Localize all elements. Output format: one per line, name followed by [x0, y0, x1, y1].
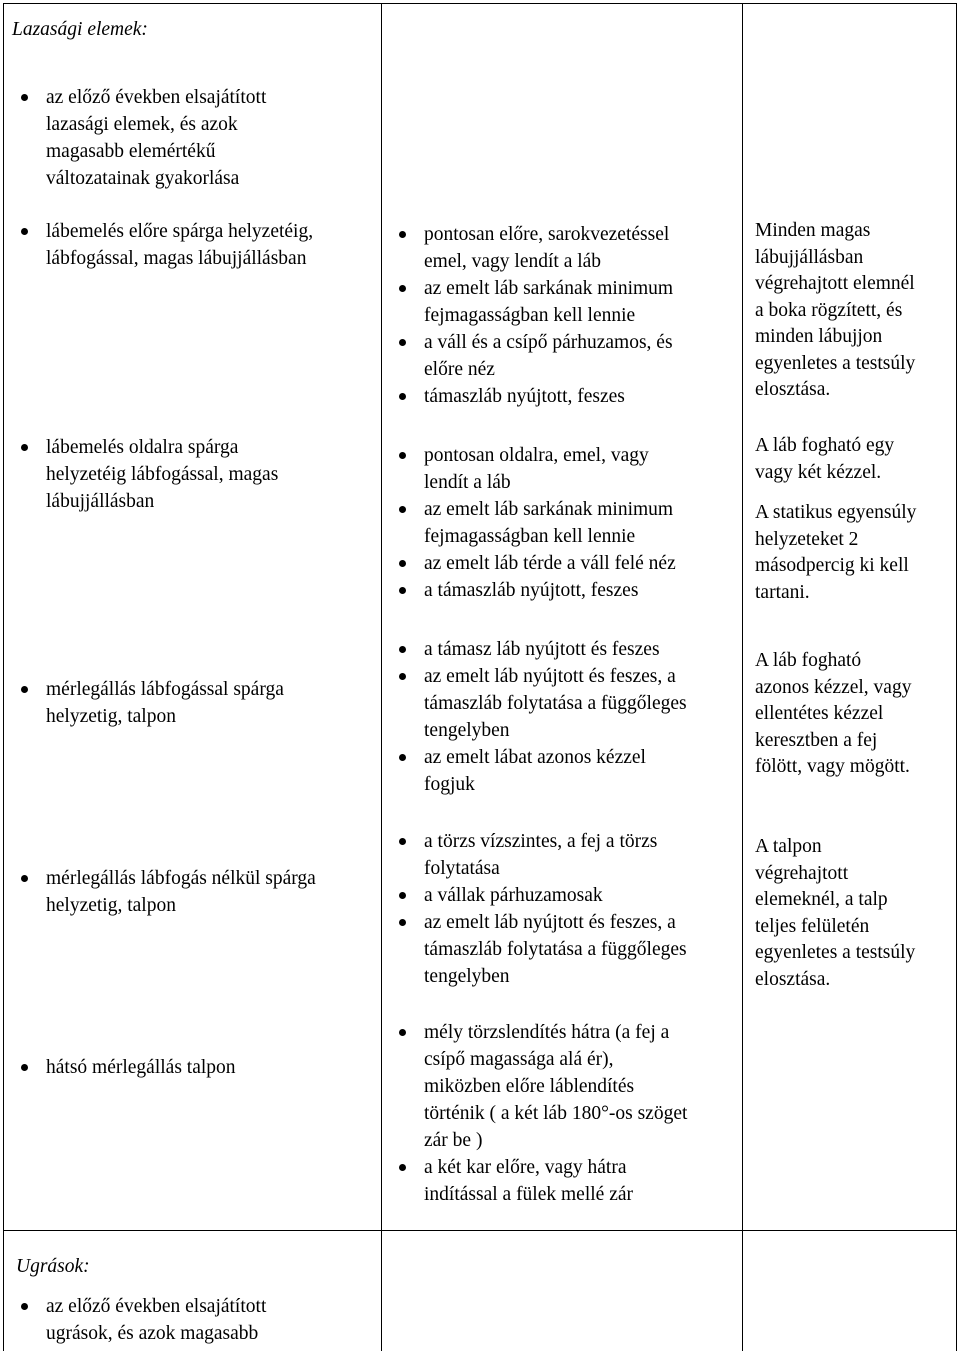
list-item: lábemelés előre spárga helyzetéig, lábfogással, magas lábujjállásban: [10, 218, 375, 272]
note-2: A láb fogható egy vagy két kézzel. A statikus egyensúly helyzeteket 2 másodpercig ki kell tartani.: [755, 435, 917, 603]
table-left-border: [3, 3, 4, 1351]
column-divider-1: [381, 3, 382, 1351]
ugrasok-intro-list: [10, 1293, 375, 1347]
criteria-item: pontosan előre, sarokvezetéssel emel, vagy lendít a láb: [388, 221, 740, 275]
intro-item: az előző években elsajátított ugrások, és azok magasabb: [10, 1293, 375, 1347]
exercise-name-4: [10, 865, 375, 919]
criteria-item: a törzs vízszintes, a fej a törzs folytatása: [388, 828, 740, 882]
exercise-name-1: [10, 218, 375, 272]
criteria-list-3: [388, 636, 740, 798]
column-divider-2: [742, 3, 743, 1351]
criteria-item: a támasz láb nyújtott és feszes: [388, 636, 740, 663]
criteria-item: pontosan oldalra, emel, vagy lendít a láb: [388, 442, 740, 496]
criteria-item: támaszláb nyújtott, feszes: [388, 383, 740, 410]
section-heading-lazasagi: Lazasági elemek:: [12, 19, 148, 40]
list-item: lábemelés oldalra spárga helyzetéig lábfogással, magas lábujjállásban: [10, 434, 375, 515]
criteria-item: az emelt lábat azonos kézzel fogjuk: [388, 744, 740, 798]
criteria-list-2: [388, 442, 740, 604]
criteria-list-4: [388, 828, 740, 990]
intro-list: [10, 84, 375, 192]
note-1: Minden magas lábujjállásban végrehajtott elemnél a boka rögzített, és minden lábujjon egyenletes a testsúly elosztása.: [755, 220, 916, 400]
criteria-list-1: [388, 221, 740, 410]
table-right-border: [956, 3, 957, 1351]
list-item: mérlegállás lábfogással spárga helyzetig, talpon: [10, 676, 375, 730]
criteria-item: az emelt láb térde a váll felé néz: [388, 550, 740, 577]
table-top-border: [3, 3, 957, 4]
exercise-name-2: [10, 434, 375, 515]
criteria-item: a vállak párhuzamosak: [388, 882, 740, 909]
criteria-item: mély törzslendítés hátra (a fej a csípő magassága alá ér), miközben előre láblendítés történik ( a két láb 180°-os szöget zár be ): [388, 1019, 740, 1154]
criteria-item: az emelt láb sarkának minimum fejmagasságban kell lennie: [388, 275, 740, 329]
note-4: A talpon végrehajtott elemeknél, a talp teljes felületén egyenletes a testsúly elosztása.: [755, 836, 916, 990]
criteria-item: a váll és a csípő párhuzamos, és előre néz: [388, 329, 740, 383]
criteria-item: az emelt láb nyújtott és feszes, a támaszláb folytatása a függőleges tengelyben: [388, 663, 740, 744]
list-item: mérlegállás lábfogás nélkül spárga helyzetig, talpon: [10, 865, 375, 919]
exercise-name-5: [10, 1054, 375, 1081]
exercise-name-3: [10, 676, 375, 730]
criteria-item: az emelt láb nyújtott és feszes, a támaszláb folytatása a függőleges tengelyben: [388, 909, 740, 990]
section-divider: [3, 1230, 957, 1231]
criteria-item: a két kar előre, vagy hátra indítással a fülek mellé zár: [388, 1154, 740, 1208]
criteria-item: a támaszláb nyújtott, feszes: [388, 577, 740, 604]
criteria-list-5: [388, 1019, 740, 1208]
intro-item: az előző években elsajátított lazasági elemek, és azok magasabb elemértékű változatainak gyakorlása: [10, 84, 375, 192]
note-3: A láb fogható azonos kézzel, vagy ellentétes kézzel keresztben a fej fölött, vagy mögött.: [755, 650, 912, 777]
section-heading-ugrasok: Ugrások:: [16, 1256, 90, 1277]
criteria-item: az emelt láb sarkának minimum fejmagasságban kell lennie: [388, 496, 740, 550]
list-item: hátsó mérlegállás talpon: [10, 1054, 375, 1081]
